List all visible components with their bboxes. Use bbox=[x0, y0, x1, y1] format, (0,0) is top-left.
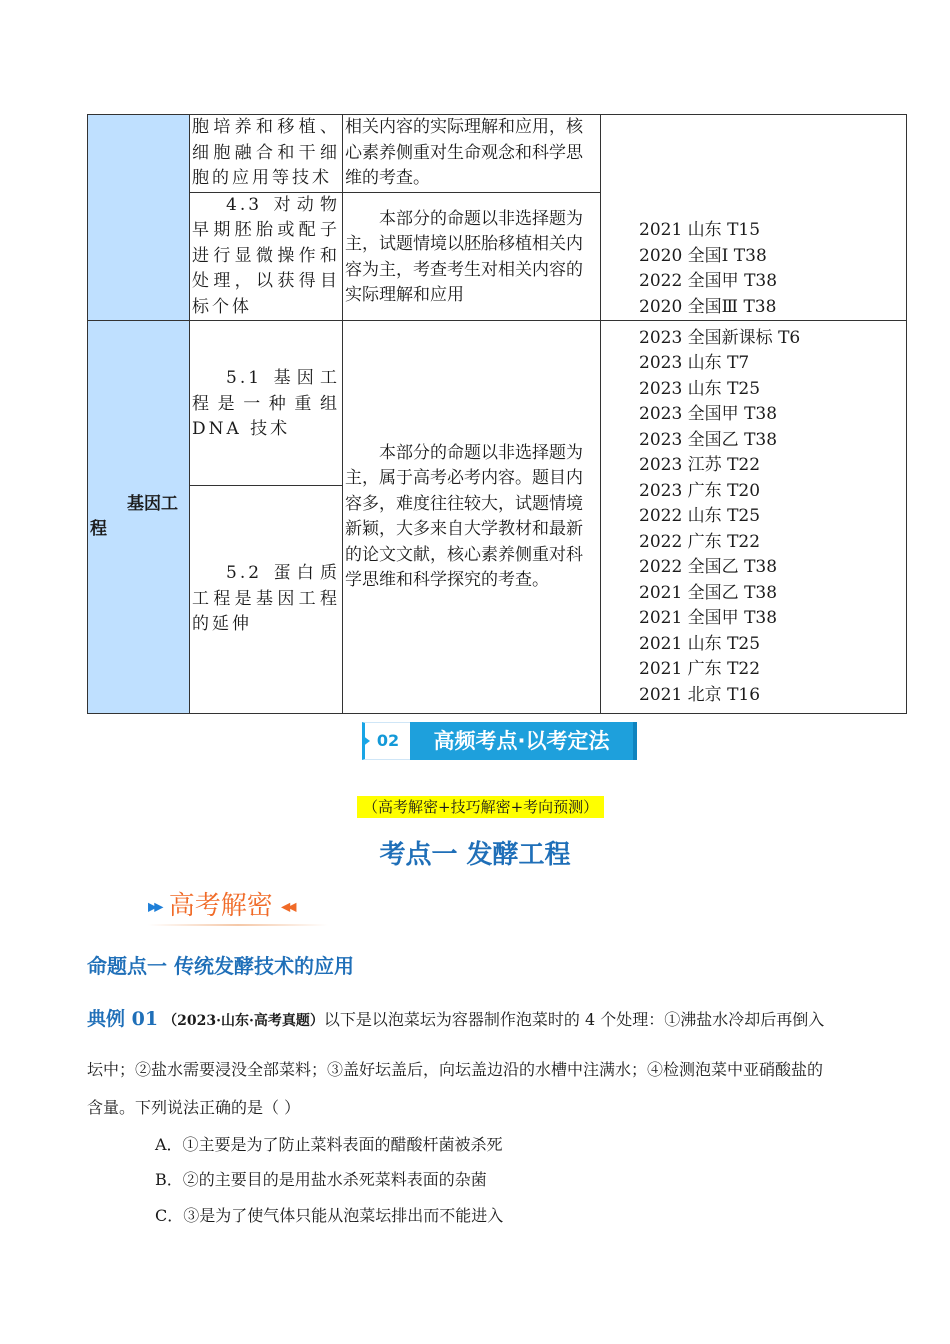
source-item: 2023 广东 T20 bbox=[639, 480, 761, 501]
badge-label: 高频考点·以考定法 bbox=[410, 722, 637, 760]
highlight-subtitle: （高考解密+技巧解密+考向预测） bbox=[357, 796, 604, 818]
sources-cell bbox=[601, 321, 907, 714]
exam-analysis-table bbox=[87, 114, 907, 714]
source-item: 2023 江苏 T22 bbox=[639, 455, 761, 476]
topic-cell: 5.2 蛋白质工程是基因工程的延伸 bbox=[190, 486, 343, 714]
topic-cell: 胞培养和移植、细胞融合和干细胞的应用等技术 bbox=[190, 115, 343, 193]
section-heading: 考点一 发酵工程 bbox=[379, 840, 571, 870]
table-row bbox=[88, 321, 907, 486]
topic-cell: 4.3 对动物早期胚胎或配子进行显微操作和处理，以获得目标个体 bbox=[190, 192, 343, 321]
source-item: 2022 全国乙 T38 bbox=[639, 557, 778, 578]
example-stem-3: 含量。下列说法正确的是（ ） bbox=[87, 1098, 301, 1117]
option-a: A．①主要是为了防止菜料表面的醋酸杆菌被杀死 bbox=[155, 1135, 503, 1154]
source-item: 2021 山东 T15 bbox=[639, 220, 761, 240]
source-item: 2023 山东 T25 bbox=[639, 378, 761, 399]
category-cell bbox=[88, 321, 190, 714]
analysis-cell: 本部分的命题以非选择题为主，属于高考必考内容。题目内容多，难度往往较大，试题情境新颖，大多来自大学教材和最新的论文文献，核心素养侧重对科学思维和科学探究的考查。 bbox=[343, 321, 601, 714]
source-item: 2023 山东 T7 bbox=[639, 353, 750, 374]
analysis-cell: 相关内容的实际理解和应用，核心素养侧重对生命观念和科学思维的考查。 bbox=[343, 115, 601, 193]
source-item: 2021 广东 T22 bbox=[639, 659, 761, 680]
example-label: 典例 01 bbox=[87, 1008, 159, 1030]
analysis-cell: 本部分的命题以非选择题为主，试题情境以胚胎移植相关内容为主，考查考生对相关内容的实际理解和应用 bbox=[343, 192, 601, 321]
example-stem-2: 坛中；②盐水需要浸没全部菜料；③盖好坛盖后，向坛盖边沿的水槽中注满水；④检测泡菜中亚硝酸盐的 bbox=[87, 1060, 824, 1079]
category-cell bbox=[88, 115, 190, 321]
example-stem-1: 以下是以泡菜坛为容器制作泡菜时的 4 个处理：①沸盐水冷却后再倒入 bbox=[323, 1010, 825, 1029]
source-item: 2023 全国甲 T38 bbox=[639, 404, 778, 425]
source-item: 2022 全国甲 T38 bbox=[639, 271, 778, 291]
option-b: B．②的主要目的是用盐水杀死菜料表面的杂菌 bbox=[155, 1170, 487, 1189]
example-source: （2023·山东·高考真题） bbox=[163, 1013, 324, 1029]
banner-underline bbox=[148, 924, 328, 926]
source-item: 2022 山东 T25 bbox=[639, 506, 761, 527]
table-row bbox=[88, 115, 907, 193]
secret-banner bbox=[148, 886, 332, 926]
source-item: 2023 全国新课标 T6 bbox=[639, 327, 801, 348]
secret-title: 高考解密 bbox=[168, 891, 273, 921]
source-item: 2020 全国Ⅲ T38 bbox=[639, 296, 777, 317]
option-c: C．③是为了使气体只能从泡菜坛排出而不能进入 bbox=[155, 1206, 504, 1225]
source-item: 2021 全国甲 T38 bbox=[639, 608, 778, 629]
sources-cell bbox=[601, 115, 907, 321]
source-item: 2021 全国乙 T38 bbox=[639, 582, 778, 603]
example-line-1 bbox=[87, 1007, 867, 1033]
source-item: 2020 全国Ⅰ T38 bbox=[639, 245, 767, 266]
source-item: 2021 山东 T25 bbox=[639, 633, 761, 654]
source-item: 2021 北京 T16 bbox=[639, 684, 761, 705]
source-item: 2022 广东 T22 bbox=[639, 531, 761, 552]
section-badge bbox=[362, 718, 633, 762]
source-item: 2023 全国乙 T38 bbox=[639, 429, 778, 450]
badge-number: 02 bbox=[362, 722, 412, 760]
category-label: 基因工程 bbox=[90, 494, 178, 539]
subheading: 命题点一 传统发酵技术的应用 bbox=[87, 954, 354, 978]
topic-cell: 5.1 基因工程是一种重组 DNA 技术 bbox=[190, 321, 343, 486]
double-arrow-left-icon: ◀◀ bbox=[281, 899, 294, 914]
double-arrow-right-icon: ▶▶ bbox=[148, 899, 161, 914]
